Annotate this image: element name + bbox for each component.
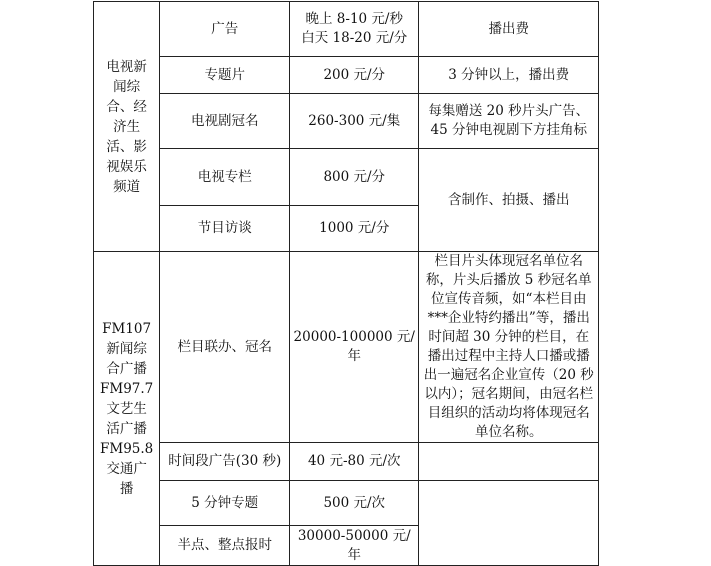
price-cell: 40 元-80 元/次 <box>290 443 419 481</box>
price-cell: 晚上 8-10 元/秒 白天 18-20 元/分 <box>290 2 419 57</box>
price-table <box>93 1 599 566</box>
price-cell: 260-300 元/集 <box>290 94 419 149</box>
note-cell <box>419 443 599 481</box>
item-cell: 半点、整点报时 <box>160 526 290 566</box>
price-cell: 30000-50000 元/年 <box>290 526 419 566</box>
price-cell: 800 元/分 <box>290 149 419 206</box>
note-cell: 播出费 <box>419 2 599 57</box>
table-row <box>94 443 599 481</box>
item-cell: 广告 <box>160 2 290 57</box>
item-cell: 时间段广告(30 秒) <box>160 443 290 481</box>
item-cell: 电视专栏 <box>160 149 290 206</box>
table-row <box>94 94 599 149</box>
table-row <box>94 2 599 57</box>
note-cell: 每集赠送 20 秒片头广告、45 分钟电视剧下方挂角标 <box>419 94 599 149</box>
radio-category-cell: FM107 新闻综 合广播 FM97.7 文艺生 活广播 FM95.8 交通广 播 <box>94 252 160 566</box>
item-cell: 5 分钟专题 <box>160 481 290 526</box>
note-cell: 含制作、拍摄、播出 <box>419 149 599 252</box>
note-cell: 3 分钟以上，播出费 <box>419 57 599 94</box>
item-cell: 栏目联办、冠名 <box>160 252 290 443</box>
price-cell: 200 元/分 <box>290 57 419 94</box>
note-cell: 栏目片头体现冠名单位名称，片头后播放 5 秒冠名单位宣传音频，如“本栏目由***企业特约播出”等，播出时间超 30 分钟的栏目，在播出过程中主持人口播或播出一遍冠名企业宣传（20 秒以内）；冠名期间，由冠名栏目组织的活动均将体现冠名单位名称。 <box>419 252 599 443</box>
tv-category-cell: 电视新闻综合、经济生活、影视娱乐频道 <box>94 2 160 252</box>
item-cell: 专题片 <box>160 57 290 94</box>
price-cell: 1000 元/分 <box>290 206 419 252</box>
table-row <box>94 481 599 526</box>
note-cell <box>419 481 599 566</box>
table-row <box>94 252 599 443</box>
price-cell: 20000-100000 元/年 <box>290 252 419 443</box>
table-row <box>94 149 599 206</box>
item-cell: 节目访谈 <box>160 206 290 252</box>
price-cell: 500 元/次 <box>290 481 419 526</box>
table-row <box>94 57 599 94</box>
item-cell: 电视剧冠名 <box>160 94 290 149</box>
